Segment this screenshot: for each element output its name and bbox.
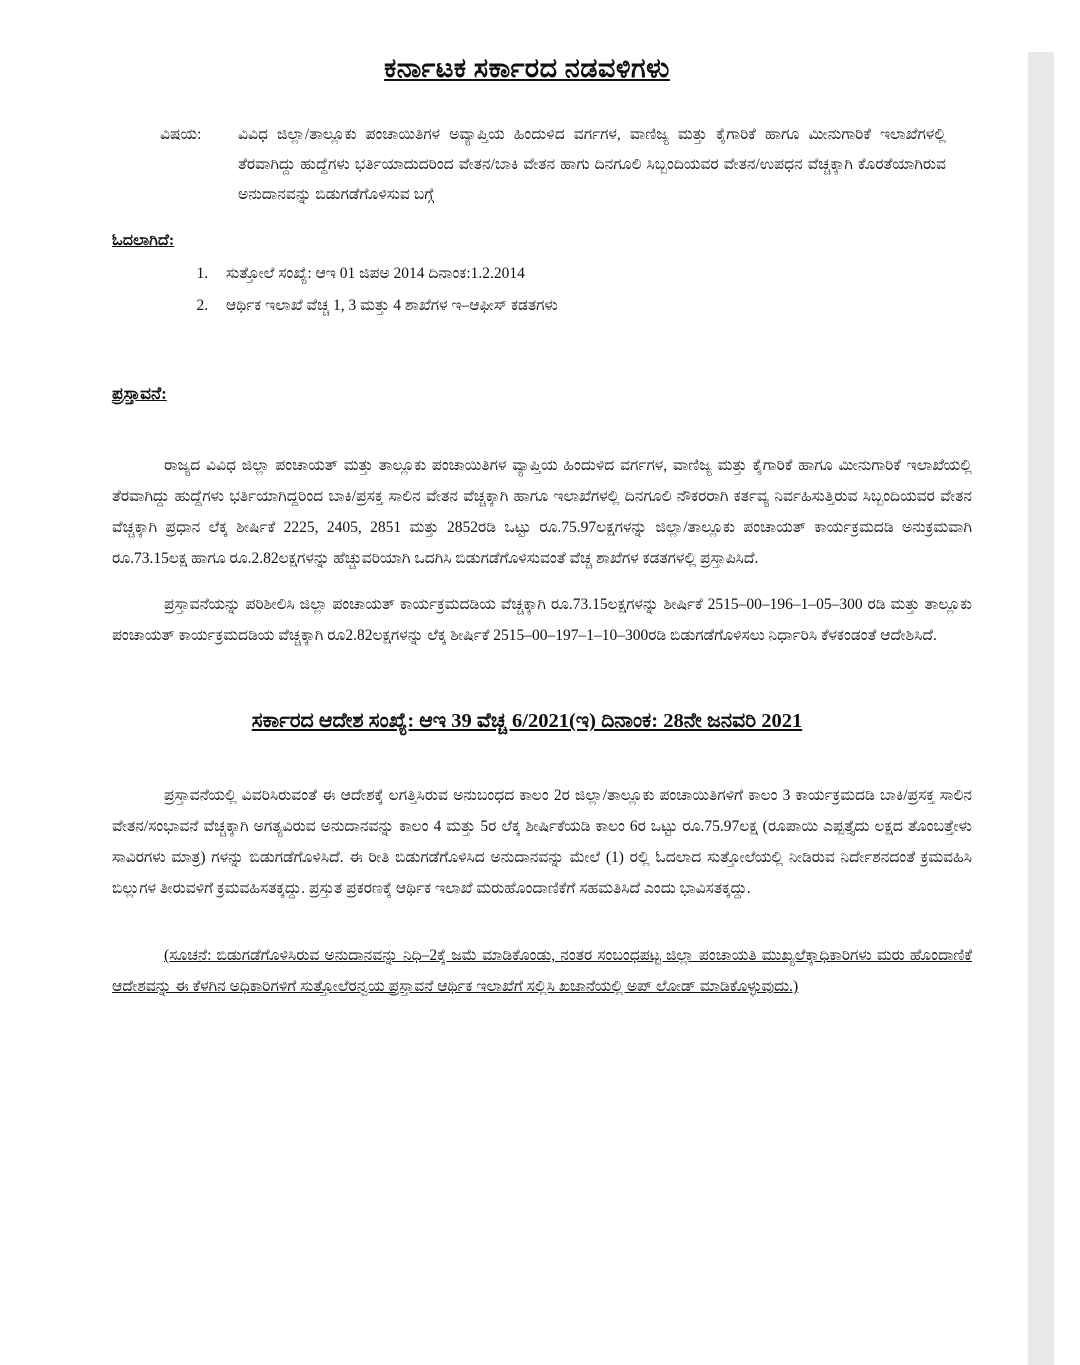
subject-block <box>0 120 1054 211</box>
order-body-paragraph: ಪ್ರಸ್ತಾವನೆಯಲ್ಲಿ ವಿವರಿಸಿರುವಂತೆ ಈ ಆದೇಶಕ್ಕೆ ಲಗತ್ತಿಸಿರುವ ಅನುಬಂಧದ ಕಾಲಂ 2ರ ಜಿಲ್ಲಾ/ತಾಲ್ಲೂಕು ಪಂಚಾಯಿತಿಗಳಿಗೆ ಕಾಲಂ 3 ಕಾರ್ಯಕ್ರಮದಡಿ ಬಾಕಿ/ಪ್ರಸಕ್ತ ಸಾಲಿನ ವೇತನ/ಸಂಭಾವನೆ ವೆಚ್ಚಕ್ಕಾಗಿ ಅಗತ್ಯವಿರುವ ಅನುದಾನವನ್ನು ಕಾಲಂ 4 ಮತ್ತು 5ರ ಲೆಕ್ಕ ಶೀರ್ಷಿಕೆಯಡಿ ಕಾಲಂ 6ರ ಒಟ್ಟು ರೂ.75.97ಲಕ್ಷ (ರೂಪಾಯಿ ಎಪ್ಪತ್ತೈದು ಲಕ್ಷದ ತೊಂಬತ್ತೇಳು ಸಾವಿರಗಳು ಮಾತ್ರ) ಗಳನ್ನು ಬಿಡುಗಡೆಗೊಳಿಸಿದೆ. ಈ ರೀತಿ ಬಿಡುಗಡೆಗೊಳಿಸಿದ ಅನುದಾನವನ್ನು ಮೇಲೆ (1) ರಲ್ಲಿ ಓದಲಾದ ಸುತ್ತೋಲೆಯಲ್ಲಿ ನೀಡಿರುವ ನಿರ್ದೇಶನದಂತೆ ಕ್ರಮವಹಿಸಿ ಬಿಲ್ಲುಗಳ ತೀರುವಳಿಗೆ ಕ್ರಮವಹಿಸತಕ್ಕದ್ದು. ಪ್ರಸ್ತುತ ಪ್ರಕರಣಕ್ಕೆ ಆರ್ಥಿಕ ಇಲಾಖೆ ಮರುಹೊಂದಾಣಿಕೆಗೆ ಸಹಮತಿಸಿದೆ ಎಂದು ಭಾವಿಸತಕ್ಕದ್ದು. <box>112 787 972 898</box>
note-paragraph: (ಸೂಚನೆ: ಬಿಡುಗಡೆಗೊಳಿಸಿರುವ ಅನುದಾನವನ್ನು ನಿಧಿ–2ಕ್ಕೆ ಜಮೆ ಮಾಡಿಕೊಂಡು, ನಂತರ ಸಂಬಂಧಪಟ್ಟ ಜಿಲ್ಲಾ ಪಂಚಾಯತಿ ಮುಖ್ಯಲೆಕ್ಕಾಧಿಕಾರಿಗಳು ಮರು ಹೊಂದಾಣಿಕೆ ಆದೇಶವನ್ನು ಈ ಕೆಳಗಿನ ಅಧಿಕಾರಿಗಳಿಗೆ ಸುತ್ತೋಲೆರನ್ವಯ ಪ್ರಸ್ತಾವನೆ ಆರ್ಥಿಕ ಇಲಾಖೆಗೆ ಸಲ್ಲಿಸಿ ಖಜಾನೆಯಲ್ಲಿ ಅಪ್ ಲೋಡ್ ಮಾಡಿಕೊಳ್ಳುವುದು.) <box>112 947 972 996</box>
preamble-paragraph-1: ರಾಜ್ಯದ ವಿವಿಧ ಜಿಲ್ಲಾ ಪಂಚಾಯತ್ ಮತ್ತು ತಾಲ್ಲೂಕು ಪಂಚಾಯಿತಿಗಳ ವ್ಯಾಪ್ತಿಯ ಹಿಂದುಳಿದ ವರ್ಗಗಳ, ವಾಣಿಜ್ಯ ಮತ್ತು ಕೈಗಾರಿಕೆ ಹಾಗೂ ಮೀನುಗಾರಿಕೆ ಇಲಾಖೆಯಲ್ಲಿ ತೆರವಾಗಿದ್ದು ಹುದ್ದೆಗಳು ಭರ್ತಿಯಾಗಿದ್ದರಿಂದ ಬಾಕಿ/ಪ್ರಸಕ್ತ ಸಾಲಿನ ವೇತನ ವೆಚ್ಚಕ್ಕಾಗಿ ಹಾಗೂ ಇಲಾಖೆಗಳಲ್ಲಿ ದಿನಗೂಲಿ ನೌಕರರಾಗಿ ಕರ್ತವ್ಯ ನಿರ್ವಹಿಸುತ್ತಿರುವ ಸಿಬ್ಬಂದಿಯವರ ವೇತನ ವೆಚ್ಚಕ್ಕಾಗಿ ಪ್ರಧಾನ ಲೆಕ್ಕ ಶೀರ್ಷಿಕೆ 2225, 2405, 2851 ಮತ್ತು 2852ರಡಿ ಒಟ್ಟು ರೂ.75.97ಲಕ್ಷಗಳನ್ನು ಜಿಲ್ಲಾ/ತಾಲ್ಲೂಕು ಪಂಚಾಯತ್ ಕಾರ್ಯಕ್ರಮದಡಿ ಅನುಕ್ರಮವಾಗಿ ರೂ.73.15ಲಕ್ಷ ಹಾಗೂ ರೂ.2.82ಲಕ್ಷಗಳನ್ನು ಹೆಚ್ಚುವರಿಯಾಗಿ ಒದಗಿಸಿ ಬಿಡುಗಡೆಗೊಳಿಸುವಂತೆ ವೆಚ್ಚ ಶಾಖೆಗಳ ಕಡತಗಳಲ್ಲಿ ಪ್ರಸ್ತಾಪಿಸಿದೆ. <box>112 456 972 567</box>
read-heading: ಓದಲಾಗಿದೆ: <box>112 232 175 250</box>
page-title: ಕರ್ನಾಟಕ ಸರ್ಕಾರದ ನಡವಳಿಗಳು <box>384 53 670 83</box>
list-item: 1. ಸುತ್ತೋಲೆ ಸಂಖ್ಯೆ: ಆಇ 01 ಜಿಪಅ 2014 ದಿನಾಂಕ:1.2.2014 <box>212 258 1054 290</box>
page-right-margin <box>1028 52 1054 1365</box>
subject-label: ವಿಷಯ: <box>160 125 202 143</box>
subject-text: ವಿವಿಧ ಜಿಲ್ಲಾ/ತಾಲ್ಲೂಕು ಪಂಚಾಯಿತಿಗಳ ಅವ್ಯಾಪ್ತಿಯ ಹಿಂದುಳಿದ ವರ್ಗಗಳ, ವಾಣಿಜ್ಯ ಮತ್ತು ಕೈಗಾರಿಕೆ ಹಾಗೂ ಮೀನುಗಾರಿಕೆ ಇಲಾಖೆಗಳಲ್ಲಿ ತೆರವಾಗಿದ್ದು ಹುದ್ದೆಗಳು ಭರ್ತಿಯಾದುದರಿಂದ ವೇತನ/ಬಾಕಿ ವೇತನ ಹಾಗು ದಿನಗೂಲಿ ಸಿಬ್ಬಂದಿಯವರ ವೇತನ/ಉಪಧನ ವೆಚ್ಚಕ್ಕಾಗಿ ಕೊರತೆಯಾಗಿರುವ ಅನುದಾನವನ್ನು ಬಿಡುಗಡೆಗೊಳಿಸುವ ಬಗ್ಗೆ <box>238 125 946 204</box>
list-item: 2. ಆರ್ಥಿಕ ಇಲಾಖೆ ವೆಚ್ಚ 1, 3 ಮತ್ತು 4 ಶಾಖೆಗಳ ಇ–ಆಫೀಸ್ ಕಡತಗಳು <box>212 290 1054 322</box>
order-heading: ಸರ್ಕಾರದ ಆದೇಶ ಸಂಖ್ಯೆ: ಆಇ 39 ವೆಚ್ಚ 6/2021(ಇ) ದಿನಾಂಕ: 28ನೇ ಜನವರಿ 2021 <box>251 710 803 733</box>
preamble-heading: ಪ್ರಸ್ತಾವನೆ: <box>112 383 167 403</box>
preamble-paragraph-2: ಪ್ರಸ್ತಾವನೆಯನ್ನು ಪರಿಶೀಲಿಸಿ ಜಿಲ್ಲಾ ಪಂಚಾಯತ್ ಕಾರ್ಯಕ್ರಮದಡಿಯ ವೆಚ್ಚಕ್ಕಾಗಿ ರೂ.73.15ಲಕ್ಷಗಳನ್ನು ಶೀರ್ಷಿಕೆ 2515–00–196–1–05–300 ರಡಿ ಮತ್ತು ತಾಲ್ಲೂಕು ಪಂಚಾಯತ್ ಕಾರ್ಯಕ್ರಮದಡಿಯ ವೆಚ್ಚಕ್ಕಾಗಿ ರೂ2.82ಲಕ್ಷಗಳನ್ನು ಲೆಕ್ಕ ಶೀರ್ಷಿಕೆ 2515–00–197–1–10–300ರಡಿ ಬಿಡುಗಡೆಗೊಳಿಸಲು ನಿರ್ಧಾರಿಸಿ ಕೆಳಕಂಡಂತೆ ಆದೇಶಿಸಿದೆ. <box>112 596 972 645</box>
document-page <box>0 52 1054 1365</box>
reference-list <box>0 258 1054 322</box>
